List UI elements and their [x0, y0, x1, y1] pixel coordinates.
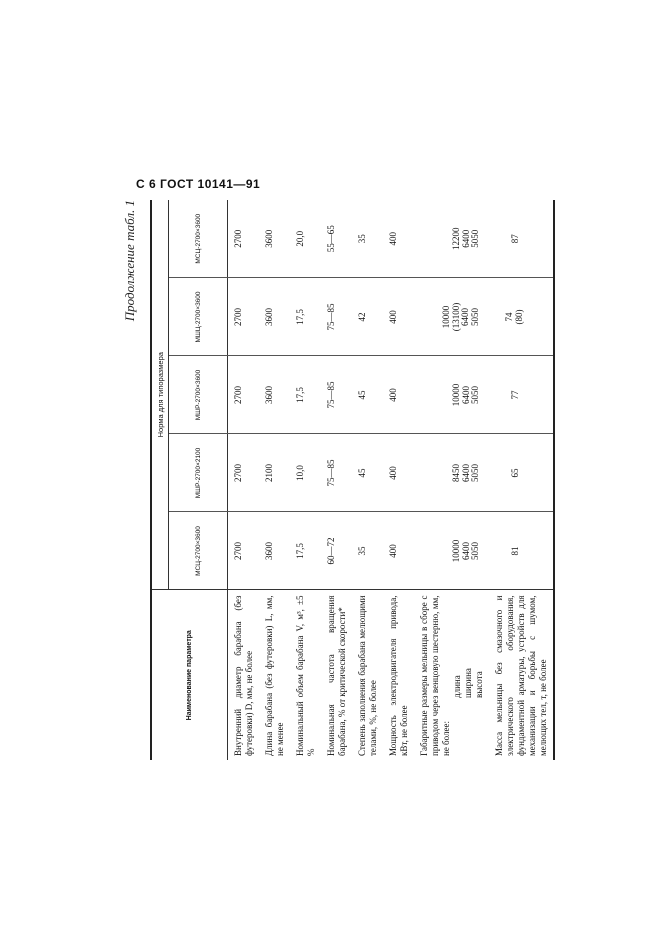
- table-cell: 2100: [259, 434, 290, 512]
- cell-value: 6400: [460, 308, 470, 326]
- dimension-sublabel: высота: [474, 671, 484, 698]
- table-cell: 3600: [259, 278, 290, 356]
- cell-value: 6400: [460, 386, 471, 404]
- parameter-name: Длина барабана (без футеровки) L, мм, не менее: [259, 590, 290, 760]
- table-cell: 35: [357, 546, 367, 556]
- table-cell: 42: [352, 278, 383, 356]
- table-cell: [414, 356, 489, 434]
- continuation-note: Продолжение табл. 1: [122, 200, 137, 322]
- table-row: [383, 200, 414, 760]
- table-row: [290, 200, 321, 760]
- table-cell: 10,0: [290, 434, 321, 512]
- table-cell: 75—85: [321, 356, 352, 434]
- dimension-sublabel: длина: [452, 675, 462, 698]
- table-cell: 2700: [233, 542, 243, 560]
- table-cell: [489, 434, 554, 512]
- parameters-table: [150, 200, 555, 760]
- dimensions-label: Габаритные размеры мельницы в сборе с приводом через венцовую шестерню, мм, не более:: [419, 595, 451, 756]
- cell-value: 5050: [470, 464, 480, 482]
- cell-value: 5050: [470, 386, 480, 404]
- table-cell: 17,5: [290, 356, 321, 434]
- norm-group-header: Норма для типоразмера: [151, 200, 169, 590]
- table-cell: 55—65: [321, 200, 352, 278]
- cell-value: 77: [510, 390, 520, 400]
- table-cell: 3600: [259, 200, 290, 278]
- table-cell: 400: [383, 356, 414, 434]
- type-header: МШР-2700×2100: [169, 434, 228, 512]
- table-row: [259, 200, 290, 760]
- cell-value: 5050: [469, 308, 480, 326]
- table-cell: [414, 434, 489, 512]
- cell-value: 8450: [451, 464, 461, 482]
- cell-value: 10000: [451, 383, 461, 407]
- cell-value: (80): [513, 309, 524, 325]
- table-cell: [414, 200, 489, 278]
- type-header: МШР-2700×3600: [169, 356, 228, 434]
- table-cell: [414, 278, 489, 356]
- table-cell: 2700: [228, 434, 260, 512]
- type-header: МСЦ-2700×3600: [194, 526, 202, 576]
- parameter-name: Масса мельницы без смазочного и электрического оборудования, фундаментной арматуры, устройств для механизации и борьбы с шумом, мелющих тел, т, не более: [489, 590, 554, 760]
- cell-value: 12200: [451, 227, 461, 250]
- table-row-dimensions: [414, 200, 489, 760]
- table-row: [228, 200, 260, 760]
- cell-value: 6400: [460, 542, 471, 560]
- table-cell: 3600: [264, 542, 274, 560]
- table-cell: 35: [352, 200, 383, 278]
- table-cell: [414, 512, 489, 590]
- cell-value: 6400: [460, 464, 471, 482]
- table-row: [321, 200, 352, 760]
- table-cell: [489, 278, 554, 356]
- type-header: МШЦ-2700×3600: [169, 278, 228, 356]
- cell-value: 87: [510, 234, 520, 244]
- table-cell: 75—85: [321, 434, 352, 512]
- table-cell: 2700: [228, 200, 260, 278]
- cell-value: 65: [510, 468, 520, 478]
- table-cell: [489, 200, 554, 278]
- parameter-name: Номинальная частота вращения барабана, % от критической скорости*: [321, 590, 352, 760]
- rotated-table-block: [122, 200, 548, 760]
- cell-value: 5050: [470, 542, 480, 560]
- table-cell: [489, 356, 554, 434]
- table-row: [352, 200, 383, 760]
- cell-value: 74: [504, 312, 514, 322]
- cell-value: 5050: [470, 229, 480, 248]
- table-cell: 400: [383, 434, 414, 512]
- table-cell: 400: [383, 200, 414, 278]
- table-cell: 2700: [228, 356, 260, 434]
- cell-value: 10000: [451, 539, 461, 563]
- table-cell: 60—72: [326, 537, 336, 565]
- table-cell: 2700: [228, 278, 260, 356]
- table-cell: 45: [352, 434, 383, 512]
- cell-value: (13100): [450, 302, 461, 332]
- table-cell: 400: [388, 544, 398, 558]
- table-cell: 17,5: [295, 543, 305, 559]
- parameter-name: Степень заполнения барабана мелющими телами, %, не более: [352, 590, 383, 760]
- dimension-sublabel: ширина: [463, 668, 473, 698]
- parameter-name: Мощность электродвигателя привода, кВт, не более: [383, 590, 414, 760]
- table-cell: 3600: [259, 356, 290, 434]
- table-cell: 75—85: [321, 278, 352, 356]
- parameter-name: [414, 590, 489, 760]
- cell-value: 10000: [441, 305, 451, 329]
- table-cell: 400: [383, 278, 414, 356]
- parameter-name: Номинальный объем барабана V, м³, ±5 %: [290, 590, 321, 760]
- table-cell: [489, 512, 554, 590]
- table-cell: 20,0: [290, 200, 321, 278]
- parameter-name-header: Наименование параметра: [151, 590, 228, 760]
- table-cell: 17,5: [290, 278, 321, 356]
- cell-value: 6400: [460, 229, 471, 248]
- table-cell: 45: [352, 356, 383, 434]
- parameter-name: Внутренний диаметр барабана (без футеровки) D, мм, не более: [228, 590, 260, 760]
- cell-value: 81: [510, 546, 520, 556]
- table-row-mass: [489, 200, 554, 760]
- page-header: С 6 ГОСТ 10141—91: [136, 177, 261, 191]
- type-header: МСЦ-2700×3600: [169, 200, 228, 278]
